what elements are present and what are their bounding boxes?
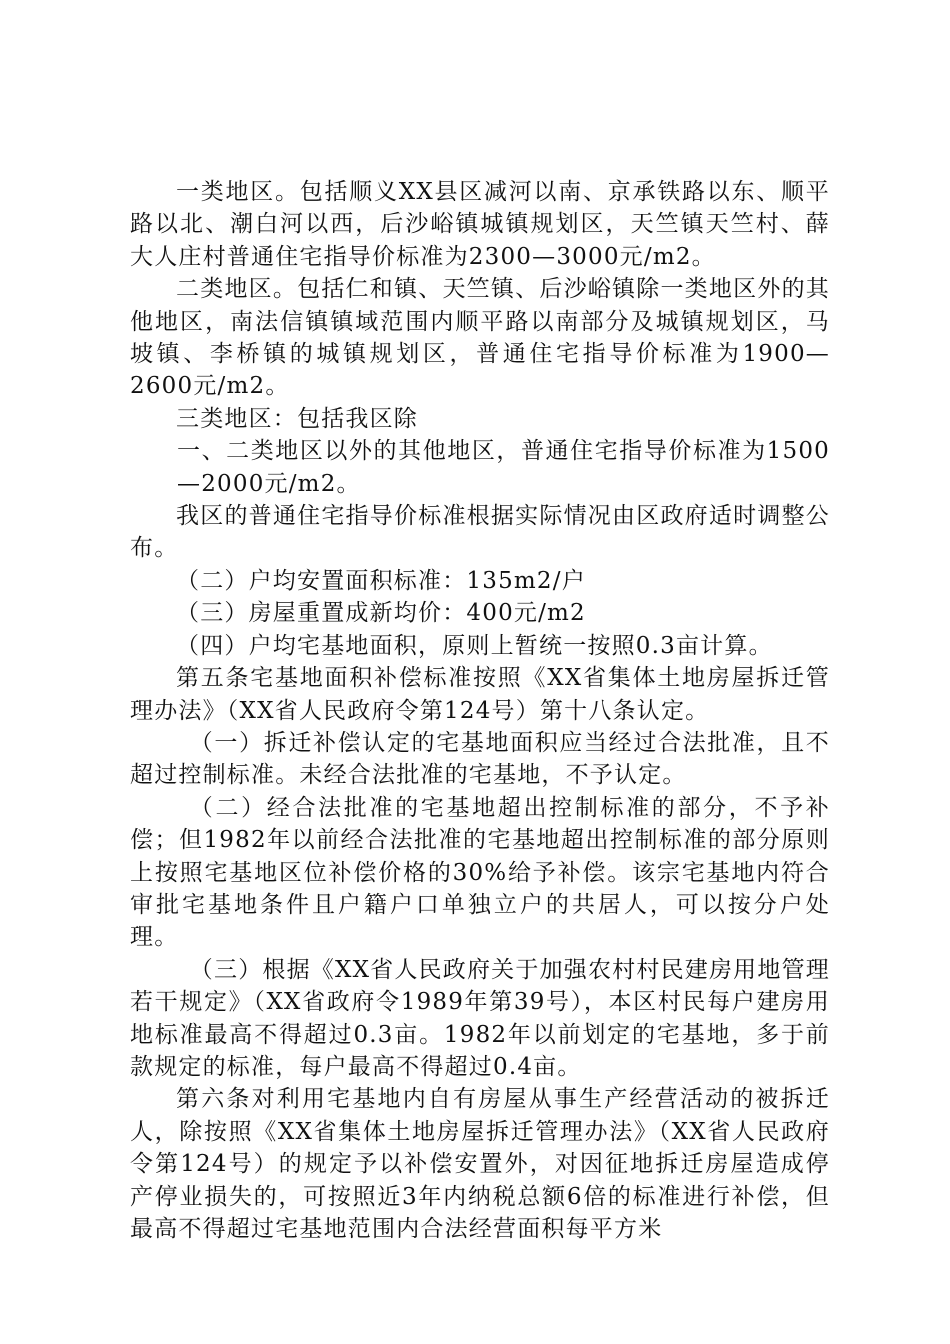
paragraph-item-three-price: （三）房屋重置成新均价：400元/m2 [176, 600, 586, 627]
paragraph-category-one: 一类地区。包括顺义XX县区减河以南、京承铁路以东、顺平路以北、潮白河以西，后沙峪镇城镇规划区，天竺镇天竺村、薛大人庄村普通住宅指导价标准为2300—3000元/m2。 [130, 179, 830, 270]
paragraph-category-three: 三类地区：包括我区除 [176, 405, 418, 432]
paragraph-item-four-homestead: （四）户均宅基地面积，原则上暂统一按照0.3亩计算。 [176, 632, 773, 659]
paragraph-article-five-item-three: （三）根据《XX省人民政府关于加强农村村民建房用地管理若干规定》（XX省政府令1989年第39号），本区村民每户建房用地标准最高不得超过0.3亩。1982年以前划定的宅基地，多于前款规定的标准，每户最高不得超过0.4亩。 [130, 956, 830, 1080]
paragraph-article-five-item-one: （一）拆迁补偿认定的宅基地面积应当经过合法批准，且不超过控制标准。未经合法批准的宅基地，不予认定。 [130, 729, 830, 789]
paragraph-article-five: 第五条宅基地面积补偿标准按照《XX省集体土地房屋拆迁管理办法》（XX省人民政府令第124号）第十八条认定。 [130, 665, 830, 724]
paragraph-article-five-item-two: （二）经合法批准的宅基地超出控制标准的部分，不予补偿；但1982年以前经合法批准的宅基地超出控制标准的部分原则上按照宅基地区位补偿价格的30%给予补偿。该宗宅基地内符合审批宅基地条件且户籍户口单独立户的共居人，可以按分户处理。 [130, 794, 830, 951]
paragraph-category-two: 二类地区。包括仁和镇、天竺镇、后沙峪镇除一类地区外的其他地区，南法信镇镇域范围内顺平路以南部分及城镇规划区，马坡镇、李桥镇的城镇规划区，普通住宅指导价标准为1900—2600元/m2。 [130, 276, 830, 400]
paragraph-item-two-area: （二）户均安置面积标准：135m2/户 [176, 567, 586, 594]
paragraph-article-six: 第六条对利用宅基地内自有房屋从事生产经营活动的被拆迁人，除按照《XX省集体土地房屋拆迁管理办法》（XX省人民政府令第124号）的规定予以补偿安置外，对因征地拆迁房屋造成停产停业损失的，可按照近3年内纳税总额6倍的标准进行补偿，但最高不得超过宅基地范围内合法经营面积每平方米 [130, 1086, 830, 1242]
document-body [130, 176, 830, 1245]
paragraph-price-adjustment: 我区的普通住宅指导价标准根据实际情况由区政府适时调整公布。 [130, 503, 830, 562]
paragraph-category-three-cont: 一、二类地区以外的其他地区，普通住宅指导价标准为1500—2000元/m2。 [177, 438, 830, 497]
